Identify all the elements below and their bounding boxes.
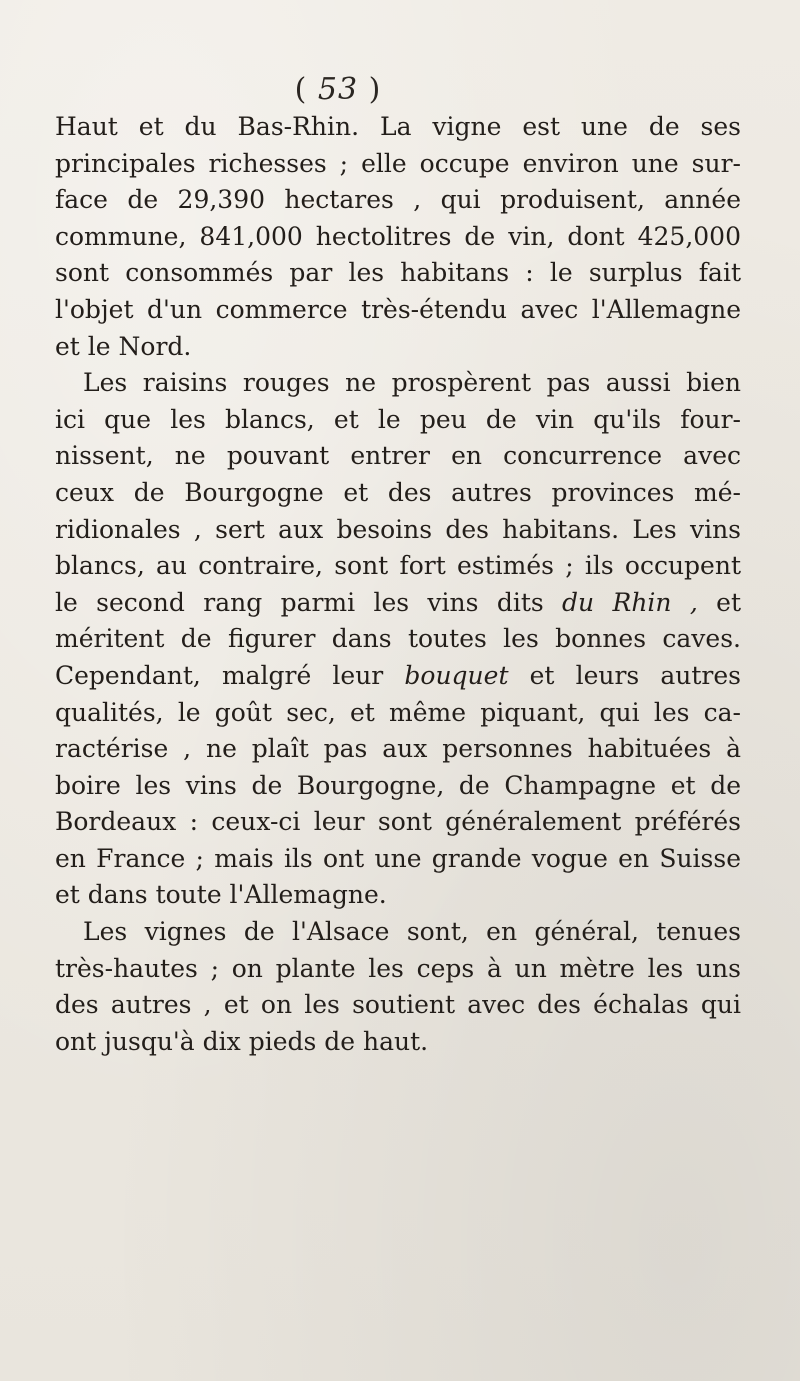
- paragraph: [55, 914, 741, 1060]
- text-line: ridionales , sert aux besoins des habitans. Les vins: [55, 514, 741, 544]
- page-number-value: 53: [317, 72, 359, 107]
- text-line: ractérise , ne plaît pas aux personnes habituées à: [55, 734, 741, 764]
- text-line: blancs, au contraire, sont fort estimés ; ils occupent: [55, 551, 741, 581]
- text-line: commune, 841,000 hectolitres de vin, dont 425,000: [55, 221, 741, 251]
- text-line: Les vignes de l'Alsace sont, en général, tenues: [83, 917, 741, 947]
- text-line: très-hautes ; on plante les ceps à un mètre les uns: [55, 953, 741, 983]
- text-line: ici que les blancs, et le peu de vin qu'ils four-: [55, 404, 741, 434]
- text-line: principales richesses ; elle occupe environ une sur-: [55, 148, 741, 178]
- text-line: face de 29,390 hectares , qui produisent, année: [55, 185, 741, 215]
- text-line: et dans toute l'Allemagne.: [55, 880, 387, 910]
- text-line: Haut et du Bas-Rhin. La vigne est une de ses: [55, 112, 741, 141]
- text-segment: et: [697, 587, 741, 617]
- text-line: ont jusqu'à dix pieds de haut.: [55, 1026, 429, 1056]
- italic-text: du Rhin ,: [562, 587, 698, 617]
- text-line: Bordeaux : ceux-ci leur sont généralement préférés: [55, 807, 741, 837]
- text-line: [55, 585, 741, 622]
- text-line: méritent de figurer dans toutes les bonnes caves.: [55, 624, 741, 654]
- text-line: sont consommés par les habitans : le surplus fait: [55, 258, 741, 288]
- page-number-close-paren: ): [368, 72, 382, 107]
- text-line: nissent, ne pouvant entrer en concurrence avec: [55, 441, 741, 471]
- page-number: [0, 72, 676, 107]
- text-line: et le Nord.: [55, 331, 192, 361]
- text-segment: le second rang parmi les vins dits: [55, 587, 563, 617]
- text-segment: et leurs autres: [508, 660, 741, 690]
- text-line: en France ; mais ils ont une grande vogue en Suisse: [55, 843, 741, 873]
- body-text: [55, 109, 741, 1060]
- page-number-open-paren: (: [294, 72, 308, 107]
- text-line: Les raisins rouges ne prospèrent pas aussi bien: [83, 368, 741, 398]
- text-line: [55, 658, 741, 695]
- paragraph: [55, 365, 741, 914]
- paragraph: [55, 109, 741, 365]
- text-line: qualités, le goût sec, et même piquant, qui les ca-: [55, 697, 741, 727]
- text-line: l'objet d'un commerce très-étendu avec l'Allemagne: [55, 294, 741, 324]
- text-line: des autres , et on les soutient avec des échalas qui: [55, 990, 741, 1020]
- text-line: boire les vins de Bourgogne, de Champagne et de: [55, 770, 741, 800]
- italic-text: bouquet: [404, 660, 509, 690]
- text-segment: Cependant, malgré leur: [55, 660, 405, 690]
- text-line: ceux de Bourgogne et des autres provinces mé-: [55, 477, 741, 507]
